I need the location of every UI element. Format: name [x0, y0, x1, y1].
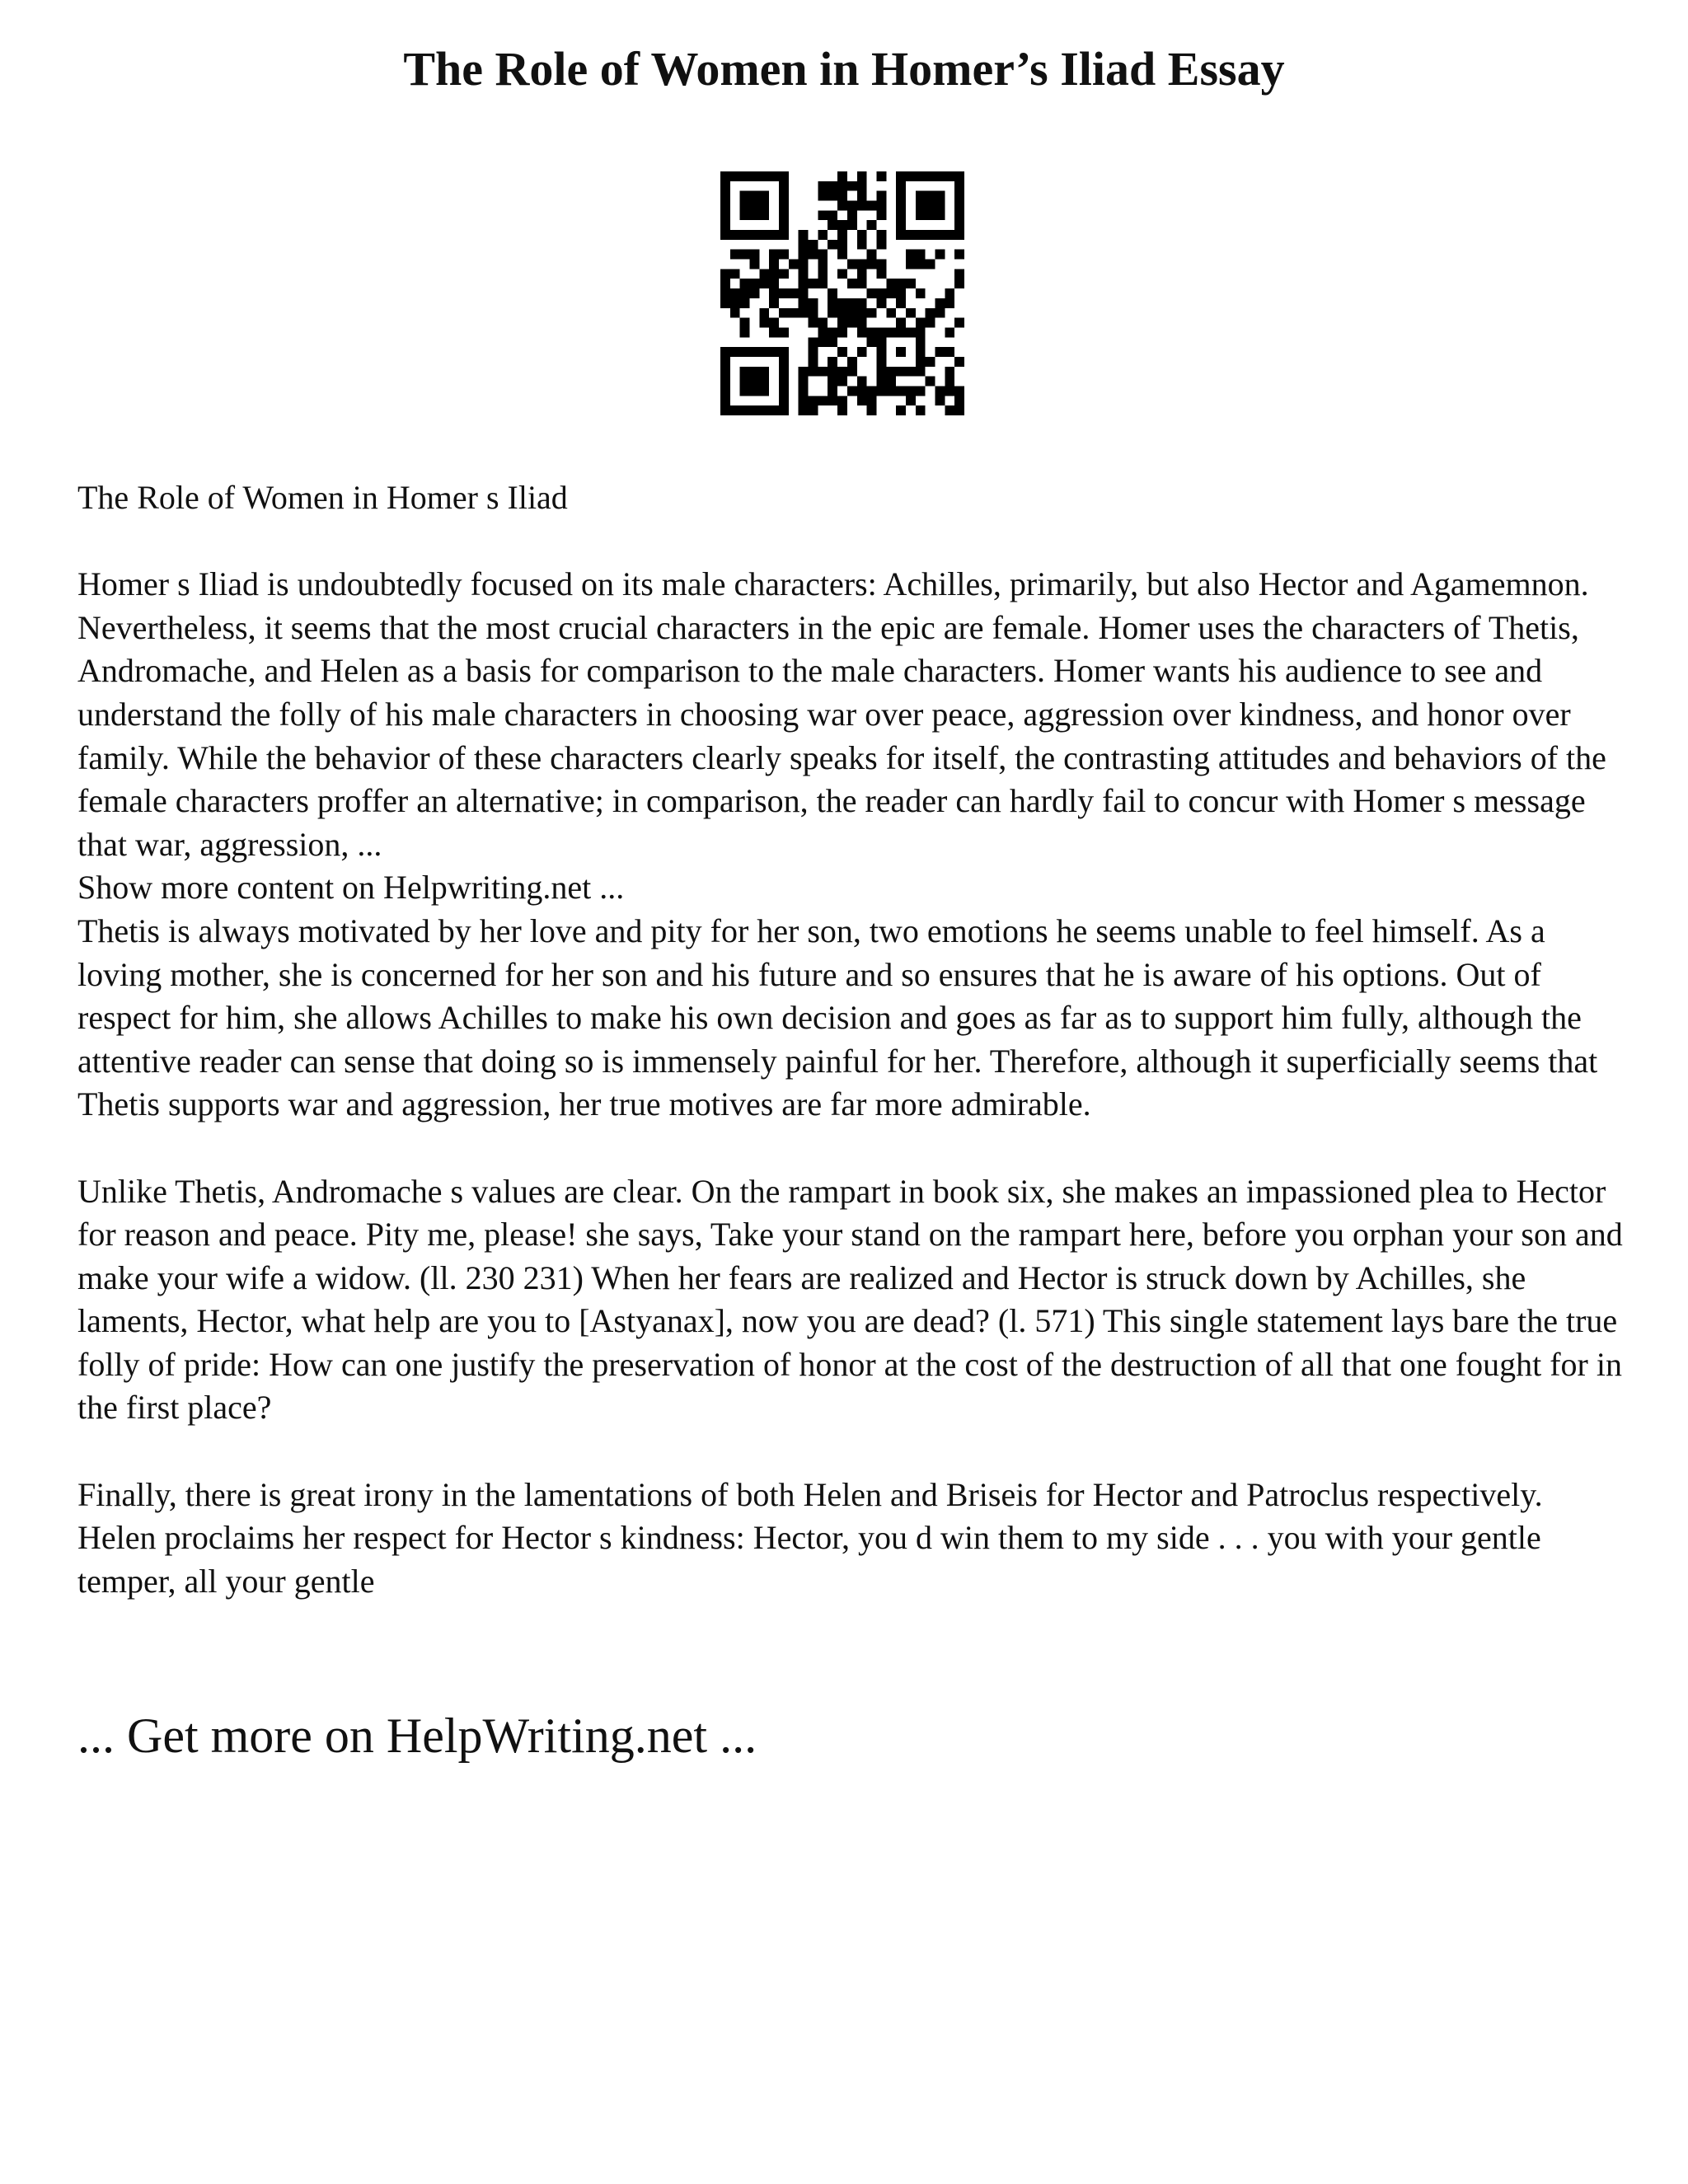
show-more-link[interactable]: Show more content on Helpwriting.net ...	[77, 869, 625, 907]
essay-subtitle: The Role of Women in Homer s Iliad	[77, 479, 568, 516]
paragraph-2: Thetis is always motivated by her love and pity for her son, two emotions he seems unable to feel himself. As a loving mother, she is concerned for her son and his future and so ensures that he is aware of his options. Out of respect for him, she allows Achilles to make his own decision and goes as far as to support him fully, although the attentive reader can sense that doing so is immensely painful for her. Therefore, although it superficially seems that Thetis supports war and aggression, her true motives are far more admirable.	[77, 912, 1598, 1123]
qr-code	[720, 171, 964, 415]
paragraph-3: Unlike Thetis, Andromache s values are clear. On the rampart in book six, she makes an impassioned plea to Hector for reason and peace. Pity me, please! she says, Take your stand on the rampart here, before you orphan your son and make your wife a widow. (ll. 230 231) When her fears are realized and Hector is struck down by Achilles, she laments, Hector, what help are you to [Astyanax], now you are dead? (l. 571) This single statement lays bare the true folly of pride: How can one justify the preservation of honor at the cost of the destruction of all that one fought for in the first place?	[77, 1172, 1623, 1427]
document-title: The Role of Women in Homer’s Iliad Essay	[403, 42, 1285, 96]
paragraph-1: Homer s Iliad is undoubtedly focused on its male characters: Achilles, primarily, but also Hector and Agamemnon. Nevertheless, it seems that the most crucial characters in the epic are female. Homer uses the characters of Thetis, Andromache, and Helen as a basis for comparison to the male characters. Homer wants his audience to see and understand the folly of his male characters in choosing war over peace, aggression over kindness, and honor over family. While the behavior of these characters clearly speaks for itself, the contrasting attitudes and behaviors of the female characters proffer an alternative; in comparison, the reader can hardly fail to concur with Homer s message that war, aggression, ...	[77, 565, 1606, 863]
document-body	[77, 476, 1627, 1603]
get-more-link[interactable]: ... Get more on HelpWriting.net ...	[77, 1708, 757, 1763]
paragraph-4: Finally, there is great irony in the lamentations of both Helen and Briseis for Hector and Patroclus respectively. Helen proclaims her respect for Hector s kindness: Hector, you d win them to my side . . . you with your gentle temper, all your gentle	[77, 1475, 1543, 1600]
